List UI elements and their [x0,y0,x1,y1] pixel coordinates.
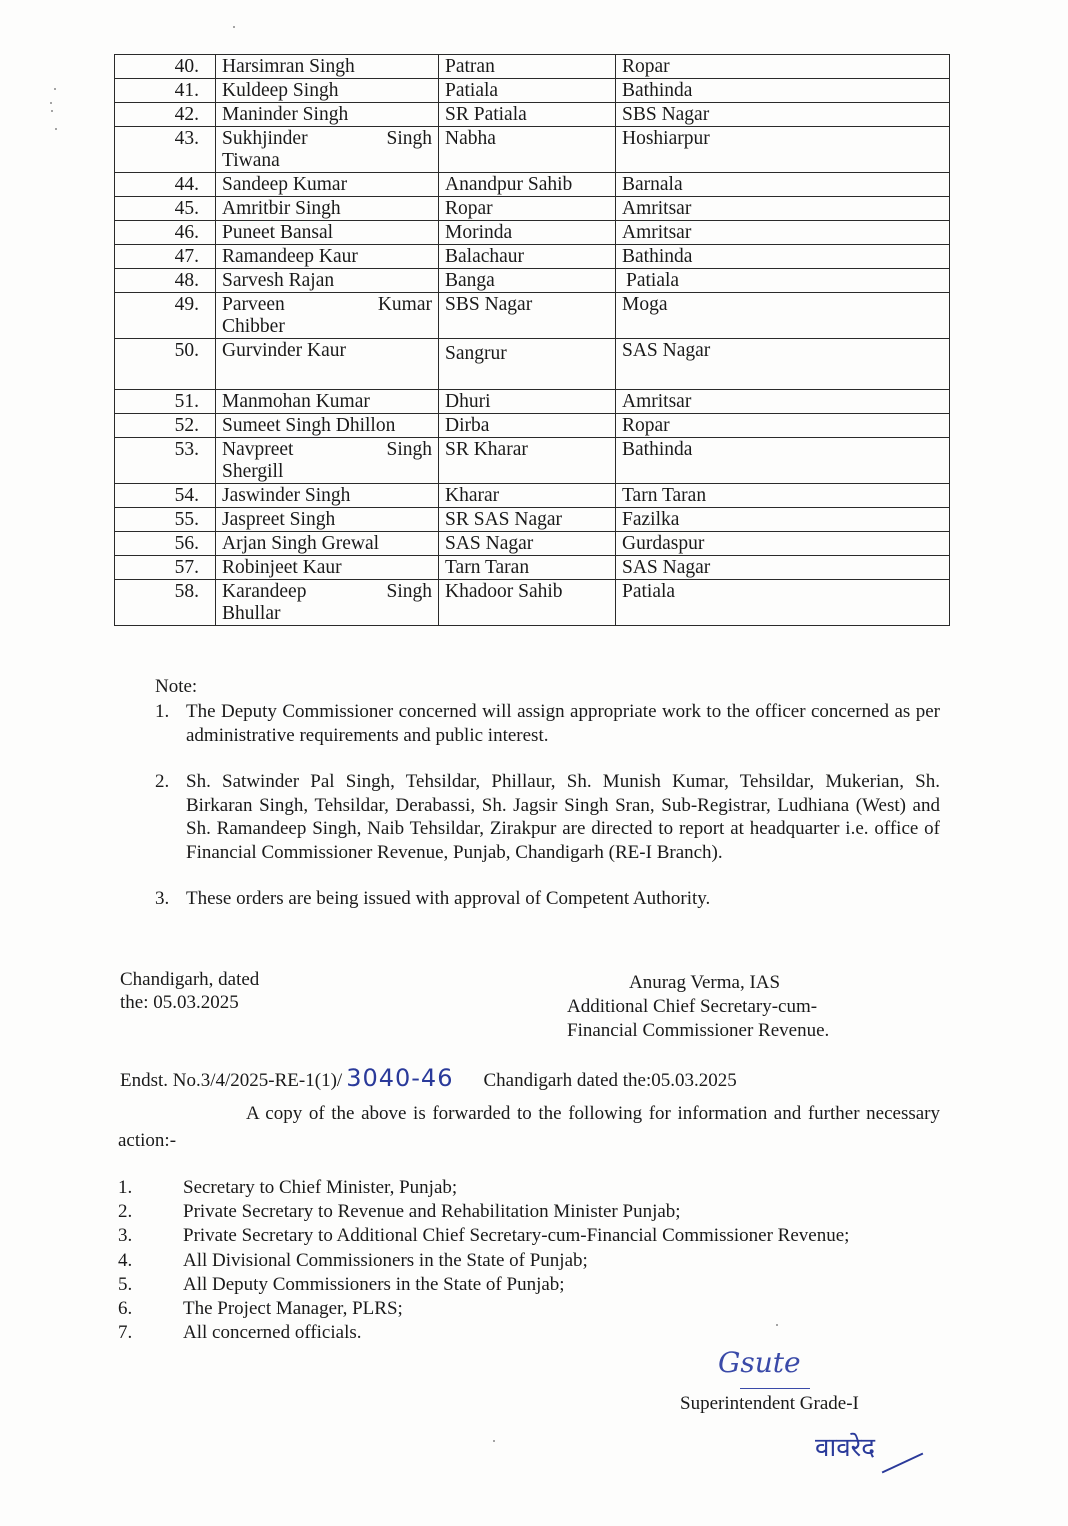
officer-name-part: Sukhjinder [222,128,308,149]
note-number: 2. [155,771,170,792]
notes-list [155,700,940,934]
posted-from: Nabha [439,127,616,173]
posted-to: Barnala [616,173,950,197]
copy-number: 1. [118,1177,133,1198]
serial-number: 51. [115,390,216,414]
posted-to: Bathinda [616,245,950,269]
copy-number: 2. [118,1201,133,1223]
posted-from: Khadoor Sahib [439,580,616,626]
officer-name-part: Singh [386,439,432,460]
officer-name: Kuldeep Singh [216,79,439,103]
copy-number: 3. [118,1225,133,1247]
note-text: These orders are being issued with approval of Competent Authority. [186,888,711,909]
posted-to: Amritsar [616,390,950,414]
copy-item [118,1297,849,1321]
copy-item [118,1273,849,1297]
copy-recipient: Private Secretary to Additional Chief Secretary-cum-Financial Commissioner Revenue; [183,1225,850,1247]
officer-name: Jaswinder Singh [216,484,439,508]
table-row [115,103,950,127]
serial-number: 52. [115,414,216,438]
posted-to: Amritsar [616,197,950,221]
table-row [115,484,950,508]
copy-item [118,1200,849,1224]
posted-to: SBS Nagar [616,103,950,127]
note-text: The Deputy Commissioner concerned will assign appropriate work to the officer concerned as per administrative requirements and public interest. [186,701,940,746]
officer-name-part: Singh [386,128,432,149]
posted-from: SR SAS Nagar [439,508,616,532]
officer-name-part: Chibber [222,316,285,337]
officer-name: Harsimran Singh [216,55,439,79]
table-row [115,127,950,173]
note-number: 3. [155,888,170,909]
copy-recipient: Private Secretary to Revenue and Rehabilitation Minister Punjab; [183,1201,681,1223]
handwritten-initials: वावरेद [815,1433,876,1463]
posted-from: Dirba [439,414,616,438]
posted-from: Patiala [439,79,616,103]
table-row [115,269,950,293]
table-row [115,580,950,626]
serial-number: 56. [115,532,216,556]
officer-name [216,580,439,626]
posted-to: Moga [616,293,950,339]
posted-to: Patiala [616,580,950,626]
serial-number: 55. [115,508,216,532]
endorsement-line [120,1064,960,1092]
officer-name-part: Kumar [377,294,432,315]
table-row [115,79,950,103]
serial-number: 47. [115,245,216,269]
posted-to: Tarn Taran [616,484,950,508]
copy-number: 6. [118,1298,133,1320]
officer-name-part: Tiwana [222,150,280,171]
officer-name: Puneet Bansal [216,221,439,245]
table-row [115,245,950,269]
serial-number: 41. [115,79,216,103]
officer-name: Maninder Singh [216,103,439,127]
table-row [115,293,950,339]
endorsement-date: Chandigarh dated the:05.03.2025 [483,1070,737,1091]
transfer-table [114,54,950,626]
officer-name: Jaspreet Singh [216,508,439,532]
posted-from: Dhuri [439,390,616,414]
note-item [155,700,940,747]
initials-underline [882,1453,924,1474]
posted-from: Balachaur [439,245,616,269]
copy-item [118,1321,849,1345]
copy-recipient: All concerned officials. [183,1322,362,1344]
handwritten-signature: Gsute [718,1346,801,1379]
serial-number: 53. [115,438,216,484]
place-line: Chandigarh, dated [120,969,260,990]
note-item [155,770,940,864]
table-row [115,414,950,438]
officer-name: Sumeet Singh Dhillon [216,414,439,438]
table-row [115,532,950,556]
officer-name: Ramandeep Kaur [216,245,439,269]
posted-to: Fazilka [616,508,950,532]
serial-number: 48. [115,269,216,293]
posted-from: Tarn Taran [439,556,616,580]
officer-name-part: Singh [386,581,432,602]
posted-from: Ropar [439,197,616,221]
note-text: Sh. Satwinder Pal Singh, Tehsildar, Phillaur, Sh. Munish Kumar, Tehsildar, Mukerian, Sh. Birkaran Singh, Tehsildar, Derabassi, Sh. Jagsir Singh Sran, Sub-Registrar, Ludhiana (West) and Sh. Ramandeep Singh, Naib Tehsildar, Zirakpur are directed to report at headquarter i.e. office of Financial Commissioner Revenue, Punjab, Chandigarh (RE-I Branch). [186,771,940,863]
copy-recipient: All Divisional Commissioners in the State of Punjab; [183,1249,588,1271]
posted-from: Banga [439,269,616,293]
officer-name: Robinjeet Kaur [216,556,439,580]
scan-speck [50,102,52,104]
superintendent-title: Superintendent Grade-I [680,1393,859,1414]
copy-recipient: Secretary to Chief Minister, Punjab; [183,1177,458,1198]
posted-to: Hoshiarpur [616,127,950,173]
officer-name: Sandeep Kumar [216,173,439,197]
posted-from: SR Kharar [439,438,616,484]
note-heading: Note: [155,676,198,697]
posted-to: Ropar [616,414,950,438]
posted-to: Bathinda [616,79,950,103]
scan-speck [55,128,57,130]
posted-from: Patran [439,55,616,79]
serial-number: 50. [115,339,216,390]
table-row [115,339,950,390]
serial-number: 46. [115,221,216,245]
copy-number: 4. [118,1249,133,1271]
posted-from: Anandpur Sahib [439,173,616,197]
forward-text: A copy of the above is forwarded to the following for information and further necessary action:- [118,1103,940,1151]
scan-speck [776,1324,778,1326]
officer-name-part: Bhullar [222,603,281,624]
handwritten-number: 3040-46 [346,1064,454,1092]
table-row [115,173,950,197]
table-row [115,197,950,221]
posted-to: SAS Nagar [616,339,950,390]
table-row [115,556,950,580]
endorsement-number: Endst. No.3/4/2025-RE-1(1)/ [120,1070,343,1091]
officer-name: Sarvesh Rajan [216,269,439,293]
copy-number: 7. [118,1322,133,1344]
note-number: 1. [155,701,170,722]
scan-speck [54,88,56,90]
officer-name-part: Karandeep [222,581,307,602]
table-row [115,390,950,414]
posted-from: Morinda [439,221,616,245]
table-row [115,508,950,532]
scan-speck [233,26,235,28]
forward-paragraph [118,1100,940,1154]
serial-number: 40. [115,55,216,79]
copy-recipient: The Project Manager, PLRS; [183,1298,403,1320]
serial-number: 57. [115,556,216,580]
posted-to: Ropar [616,55,950,79]
serial-number: 49. [115,293,216,339]
serial-number: 43. [115,127,216,173]
posted-from: SAS Nagar [439,532,616,556]
posted-from: SBS Nagar [439,293,616,339]
copy-item [118,1249,849,1273]
officer-name-part: Parveen [222,294,285,315]
serial-number: 58. [115,580,216,626]
posted-to: SAS Nagar [616,556,950,580]
scan-speck [493,1440,495,1442]
signatory-designation: Additional Chief Secretary-cum- [567,996,818,1017]
serial-number: 45. [115,197,216,221]
signatory-block [567,971,829,1043]
copy-number: 5. [118,1273,133,1295]
scan-speck [51,110,53,112]
officer-name: Amritbir Singh [216,197,439,221]
copy-recipient: All Deputy Commissioners in the State of Punjab; [183,1273,565,1295]
signatory-name: Anurag Verma, IAS [629,972,781,993]
officer-name [216,438,439,484]
serial-number: 44. [115,173,216,197]
table-row [115,438,950,484]
officer-name: Gurvinder Kaur [216,339,439,390]
posted-to: Gurdaspur [616,532,950,556]
officer-name [216,293,439,339]
officer-name [216,127,439,173]
copy-list [118,1176,849,1345]
signature-underline [740,1388,810,1389]
officer-name-part: Shergill [222,461,284,482]
serial-number: 42. [115,103,216,127]
copy-item [118,1176,849,1200]
posted-from: SR Patiala [439,103,616,127]
posted-from: Sangrur [439,339,616,390]
date-line: the: 05.03.2025 [120,992,239,1013]
serial-number: 54. [115,484,216,508]
officer-name-part: Navpreet [222,439,294,460]
officer-name: Arjan Singh Grewal [216,532,439,556]
copy-item [118,1224,849,1248]
table-row [115,55,950,79]
note-item [155,887,940,911]
signatory-designation: Financial Commissioner Revenue. [567,1020,830,1041]
place-date-block [120,968,259,1014]
posted-to: Bathinda [616,438,950,484]
table-row [115,221,950,245]
officer-name: Manmohan Kumar [216,390,439,414]
posted-to: Amritsar [616,221,950,245]
posted-from: Kharar [439,484,616,508]
posted-to: Patiala [616,269,950,293]
